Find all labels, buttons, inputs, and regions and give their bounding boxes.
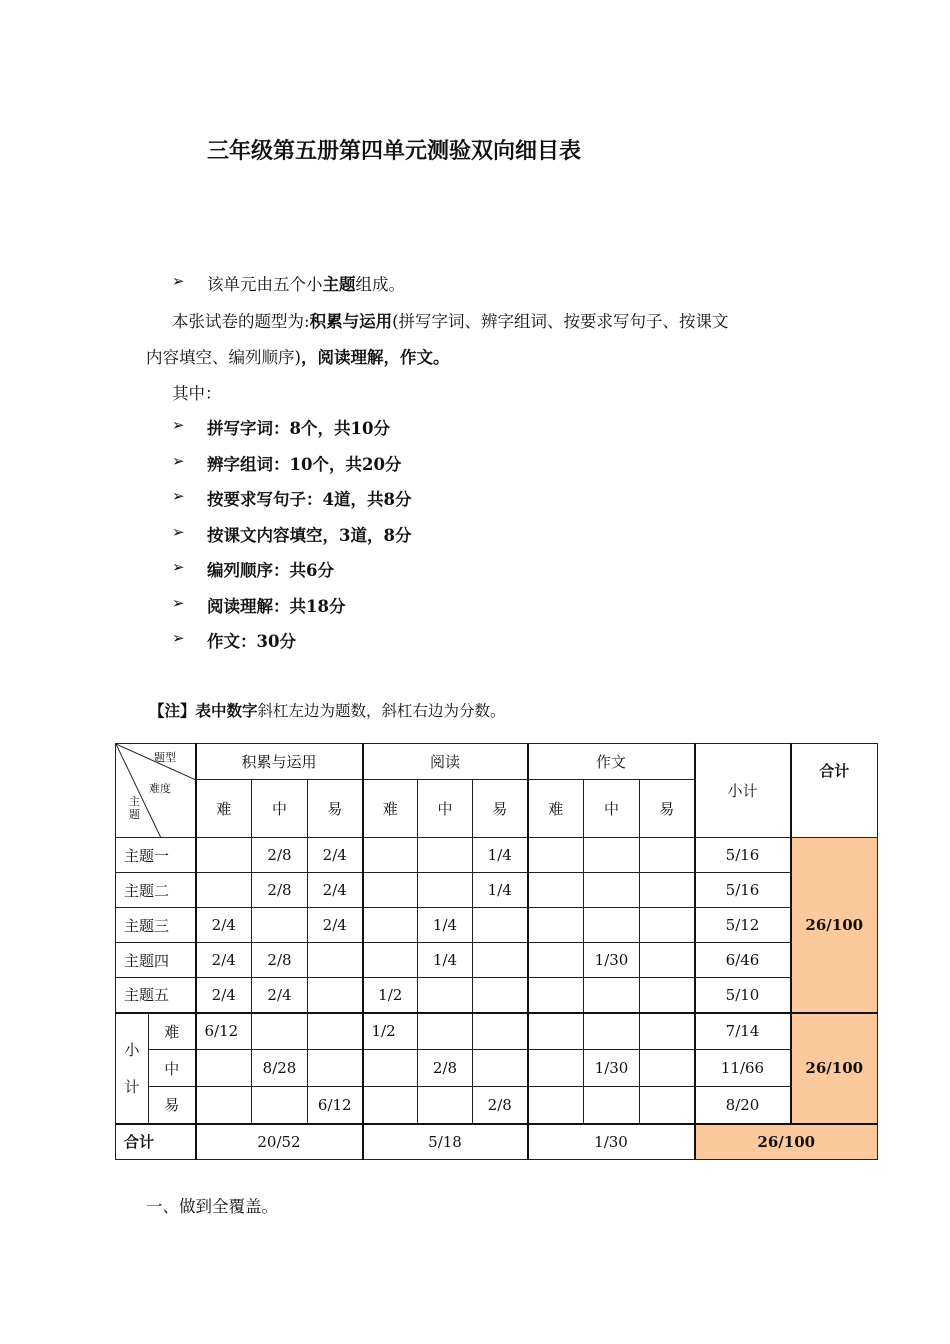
data-cell: 2/8 xyxy=(252,943,308,978)
data-cell: 1/4 xyxy=(418,943,473,978)
data-cell xyxy=(363,1087,418,1124)
subtotal-cell: 7/14 xyxy=(695,1013,791,1050)
list-item: 按要求写句子：4道，共8分 xyxy=(207,490,412,509)
list-item: 作文：30分 xyxy=(207,632,296,651)
intro-line-3: 内容填空、编列顺序)，阅读理解，作文。 xyxy=(146,348,450,367)
data-cell xyxy=(640,873,695,908)
data-cell xyxy=(418,978,473,1013)
table-row xyxy=(116,838,878,873)
level-total-cell: 26/100 xyxy=(791,1013,878,1124)
data-cell xyxy=(418,1087,473,1124)
data-cell: 2/4 xyxy=(196,978,252,1013)
row-label: 主题一 xyxy=(116,838,196,873)
data-cell xyxy=(640,908,695,943)
table-corner-cell xyxy=(116,744,196,838)
data-cell xyxy=(528,1050,584,1087)
list-item: 拼写字词：8个，共10分 xyxy=(207,419,390,438)
spec-table xyxy=(115,743,878,1160)
footer-text: 一、做到全覆盖。 xyxy=(146,1197,278,1216)
data-cell xyxy=(640,1013,695,1050)
data-cell xyxy=(640,1050,695,1087)
data-cell xyxy=(363,1050,418,1087)
data-cell: 6/12 xyxy=(308,1087,363,1124)
data-cell xyxy=(473,978,528,1013)
table-row xyxy=(116,978,878,1013)
row-label: 主题四 xyxy=(116,943,196,978)
data-cell: 6/12 xyxy=(196,1013,252,1050)
bullet-icon: ➢ xyxy=(172,558,185,576)
subtotal-header: 小计 xyxy=(695,744,791,838)
data-cell: 1/2 xyxy=(363,1013,418,1050)
level-header: 易 xyxy=(473,780,528,838)
data-cell xyxy=(308,1050,363,1087)
table-row xyxy=(116,943,878,978)
data-cell xyxy=(584,1087,640,1124)
bullet-icon: ➢ xyxy=(172,272,185,290)
intro-line-4: 其中： xyxy=(172,384,222,403)
data-cell xyxy=(584,908,640,943)
corner-difficulty-label: 难度 xyxy=(149,782,171,795)
bullet-icon: ➢ xyxy=(172,629,185,647)
data-cell: 1/30 xyxy=(584,943,640,978)
data-cell: 1/4 xyxy=(473,873,528,908)
data-cell xyxy=(528,943,584,978)
data-cell xyxy=(584,978,640,1013)
data-cell: 2/8 xyxy=(252,838,308,873)
group-header: 积累与运用 xyxy=(196,744,363,780)
data-cell: 2/4 xyxy=(308,873,363,908)
data-cell: 2/8 xyxy=(252,873,308,908)
data-cell xyxy=(473,908,528,943)
data-cell xyxy=(528,838,584,873)
data-cell xyxy=(584,1013,640,1050)
data-cell xyxy=(252,908,308,943)
data-cell xyxy=(363,873,418,908)
data-cell: 2/4 xyxy=(196,943,252,978)
row-label: 难 xyxy=(149,1013,196,1050)
table-row xyxy=(116,873,878,908)
data-cell xyxy=(196,838,252,873)
grand-total-cell: 26/100 xyxy=(695,1124,878,1160)
list-item: 阅读理解：共18分 xyxy=(207,597,346,616)
subtotal-group-label-1: 小 xyxy=(124,1041,140,1059)
data-cell: 1/4 xyxy=(473,838,528,873)
data-cell xyxy=(363,838,418,873)
table-note: 【注】表中数字斜杠左边为题数，斜杠右边为分数。 xyxy=(149,701,506,720)
data-cell: 2/8 xyxy=(473,1087,528,1124)
level-header: 难 xyxy=(196,780,252,838)
subtotal-cell: 5/16 xyxy=(695,838,791,873)
topic-total-cell: 26/100 xyxy=(791,838,878,1013)
data-cell xyxy=(418,838,473,873)
data-cell xyxy=(640,943,695,978)
row-label: 主题三 xyxy=(116,908,196,943)
data-cell xyxy=(473,1050,528,1087)
data-cell: 2/8 xyxy=(418,1050,473,1087)
page-title: 三年级第五册第四单元测验双向细目表 xyxy=(207,139,582,164)
table-row xyxy=(116,1013,878,1050)
subtotal-group-label xyxy=(116,1013,149,1124)
data-cell xyxy=(196,873,252,908)
corner-topic-label-1: 主 xyxy=(129,795,140,808)
data-cell xyxy=(640,1087,695,1124)
row-label: 主题五 xyxy=(116,978,196,1013)
total-header: 合计 xyxy=(791,744,878,838)
data-cell xyxy=(196,1087,252,1124)
total-row-label: 合计 xyxy=(116,1124,196,1160)
intro-line-2: 本张试卷的题型为:积累与运用(拼写字词、辨字组词、按要求写句子、按课文 xyxy=(172,312,729,331)
data-cell: 1/30 xyxy=(584,1050,640,1087)
data-cell xyxy=(418,1013,473,1050)
data-cell: 2/4 xyxy=(308,838,363,873)
data-cell xyxy=(473,1013,528,1050)
data-cell xyxy=(308,943,363,978)
data-cell xyxy=(473,943,528,978)
data-cell xyxy=(252,1087,308,1124)
level-header: 易 xyxy=(308,780,363,838)
bullet-icon: ➢ xyxy=(172,523,185,541)
table-row xyxy=(116,908,878,943)
data-cell xyxy=(640,838,695,873)
data-cell xyxy=(363,908,418,943)
data-cell: 2/4 xyxy=(196,908,252,943)
total-group-cell: 20/52 xyxy=(196,1124,363,1160)
row-label: 主题二 xyxy=(116,873,196,908)
intro-line-1: 该单元由五个小主题组成。 xyxy=(207,275,405,294)
data-cell: 2/4 xyxy=(252,978,308,1013)
level-header: 难 xyxy=(363,780,418,838)
data-cell xyxy=(584,838,640,873)
data-cell xyxy=(528,978,584,1013)
subtotal-cell: 5/10 xyxy=(695,978,791,1013)
data-cell: 8/28 xyxy=(252,1050,308,1087)
bullet-icon: ➢ xyxy=(172,452,185,470)
table-row xyxy=(116,1050,878,1087)
level-header: 难 xyxy=(528,780,584,838)
table-row xyxy=(116,1087,878,1124)
data-cell xyxy=(584,873,640,908)
total-group-cell: 5/18 xyxy=(363,1124,528,1160)
subtotal-cell: 6/46 xyxy=(695,943,791,978)
row-label: 易 xyxy=(149,1087,196,1124)
data-cell: 1/4 xyxy=(418,908,473,943)
bullet-icon: ➢ xyxy=(172,487,185,505)
data-cell xyxy=(528,908,584,943)
data-cell xyxy=(308,978,363,1013)
data-cell: 2/4 xyxy=(308,908,363,943)
subtotal-cell: 5/16 xyxy=(695,873,791,908)
level-header: 易 xyxy=(640,780,695,838)
subtotal-cell: 11/66 xyxy=(695,1050,791,1087)
subtotal-cell: 5/12 xyxy=(695,908,791,943)
group-header: 作文 xyxy=(528,744,695,780)
group-header: 阅读 xyxy=(363,744,528,780)
data-cell xyxy=(528,873,584,908)
bullet-icon: ➢ xyxy=(172,416,185,434)
data-cell xyxy=(528,1013,584,1050)
data-cell xyxy=(363,943,418,978)
row-label: 中 xyxy=(149,1050,196,1087)
corner-topic-label-2: 题 xyxy=(129,808,140,821)
data-cell xyxy=(252,1013,308,1050)
data-cell xyxy=(418,873,473,908)
corner-type-label: 题型 xyxy=(154,751,176,764)
level-header: 中 xyxy=(252,780,308,838)
level-header: 中 xyxy=(584,780,640,838)
list-item: 编列顺序：共6分 xyxy=(207,561,334,580)
data-cell xyxy=(528,1087,584,1124)
subtotal-cell: 8/20 xyxy=(695,1087,791,1124)
data-cell xyxy=(640,978,695,1013)
list-item: 辨字组词：10个，共20分 xyxy=(207,455,402,474)
list-item: 按课文内容填空，3道，8分 xyxy=(207,526,412,545)
level-header: 中 xyxy=(418,780,473,838)
data-cell xyxy=(308,1013,363,1050)
data-cell: 1/2 xyxy=(363,978,418,1013)
bullet-icon: ➢ xyxy=(172,594,185,612)
subtotal-group-label-2: 计 xyxy=(124,1078,140,1096)
total-group-cell: 1/30 xyxy=(528,1124,695,1160)
data-cell xyxy=(196,1050,252,1087)
